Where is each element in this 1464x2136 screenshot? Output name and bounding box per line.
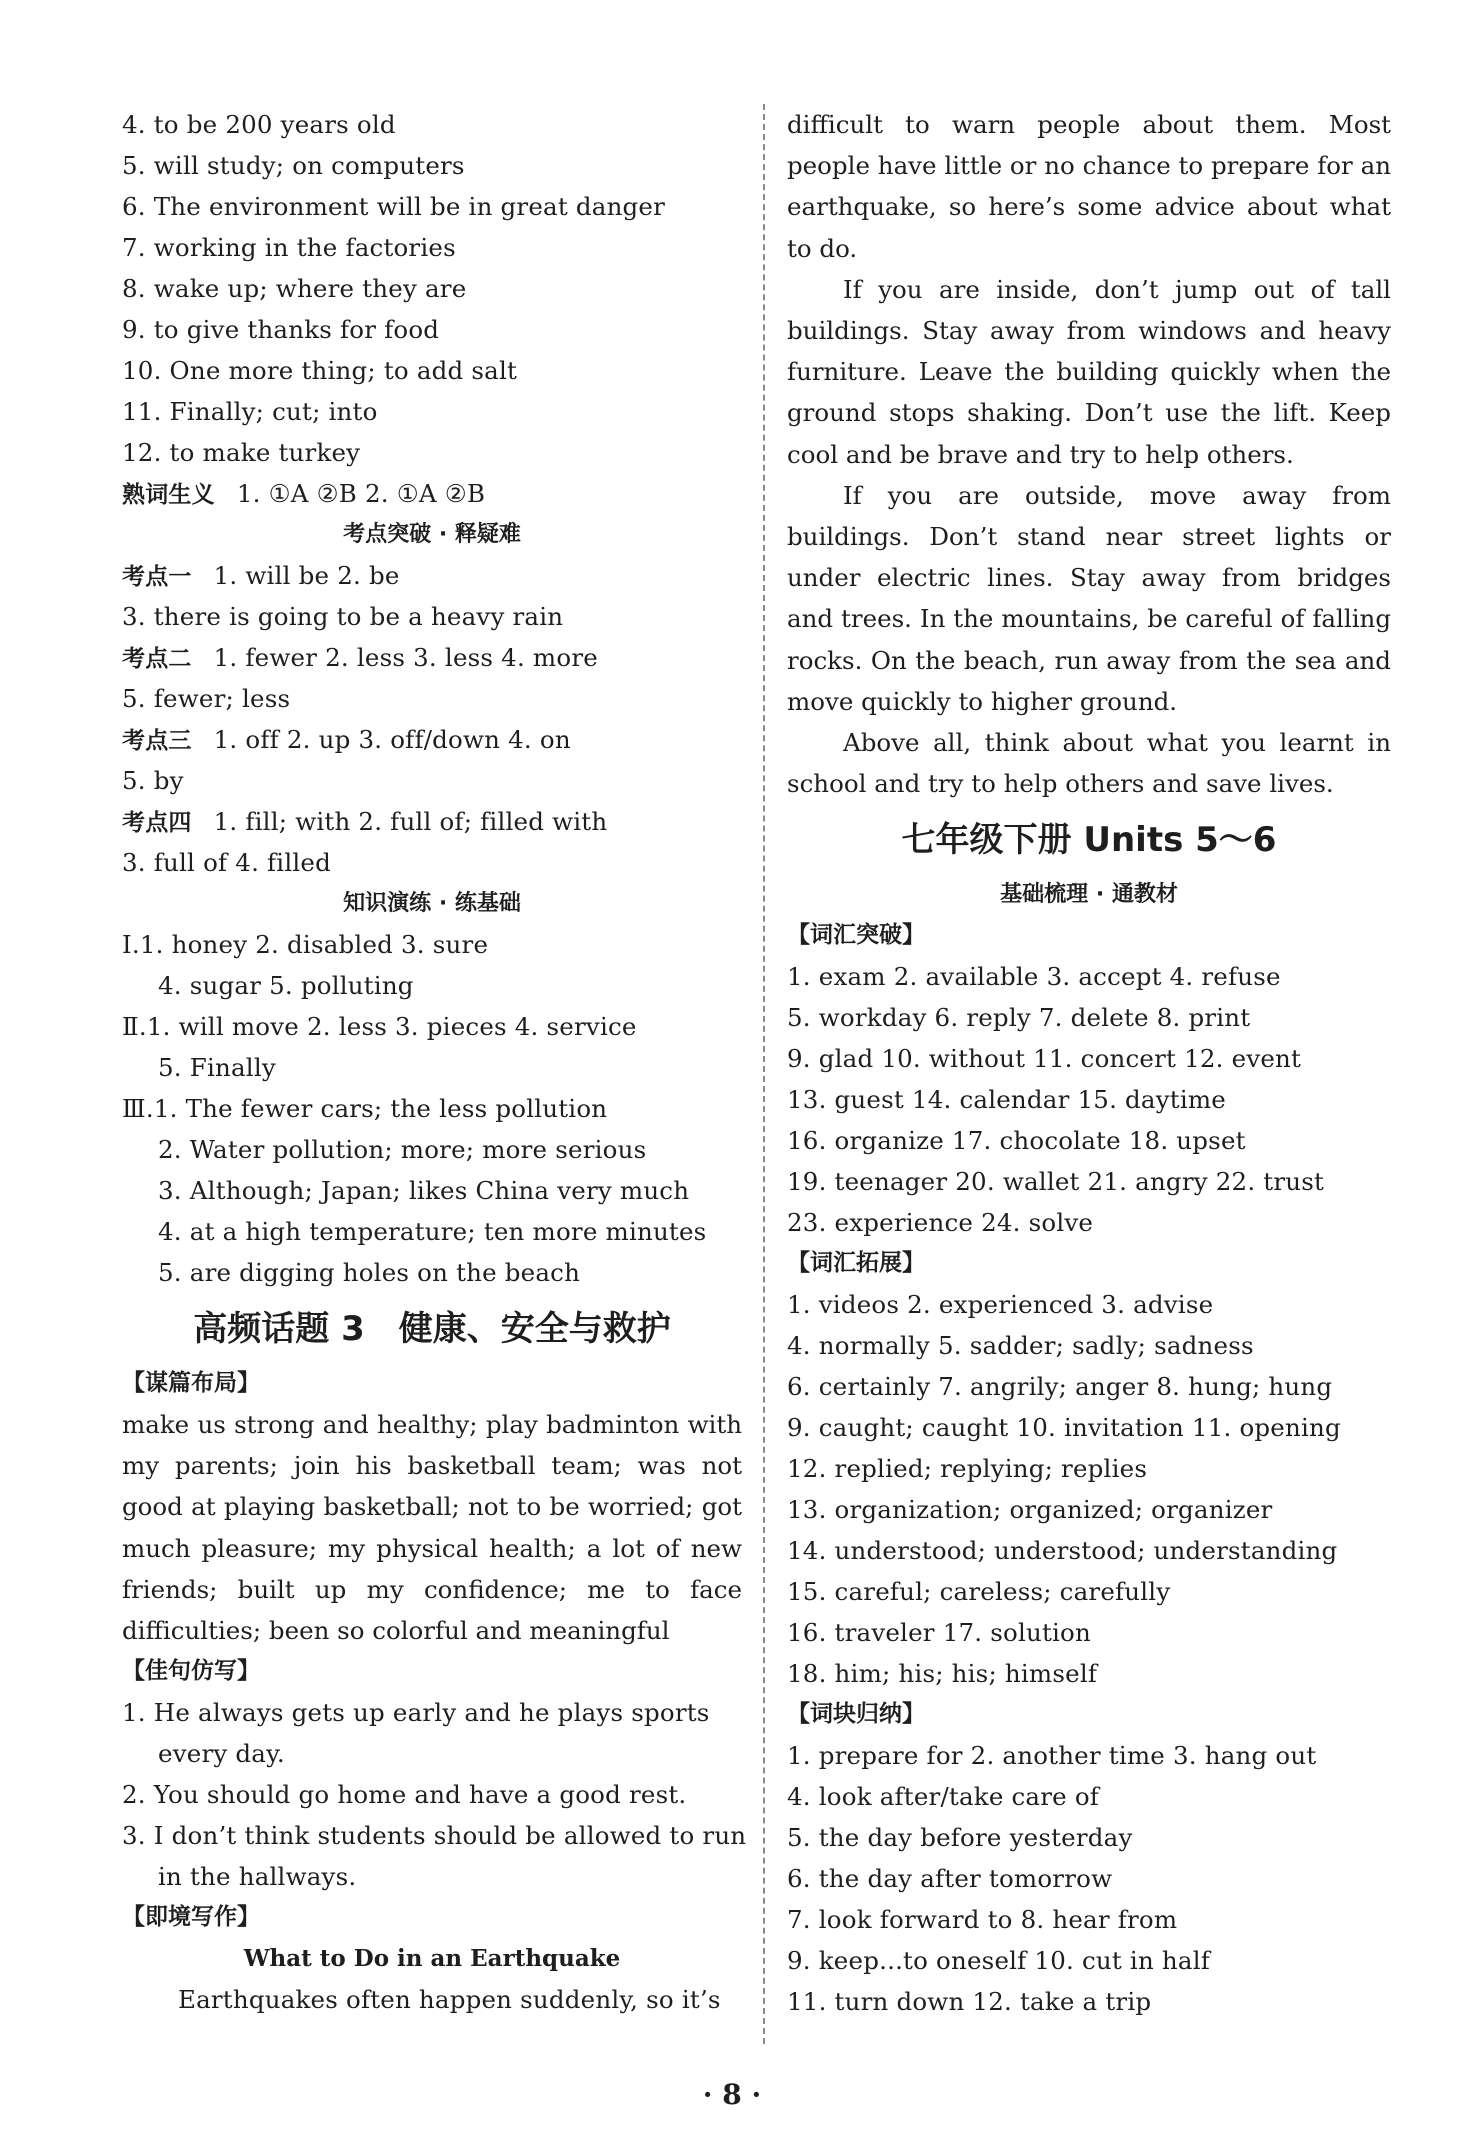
kaodian-1-label: 考点一 — [122, 564, 192, 590]
cikuai-line: 6. the day after tomorrow — [787, 1864, 1113, 1894]
cihui-line: 16. organize 17. chocolate 18. upset — [787, 1126, 1246, 1156]
kaodian-1-text: 1. will be 2. be — [213, 561, 400, 590]
tuozhan-line: 15. careful; careless; carefully — [787, 1577, 1171, 1607]
topic-title: 高频话题 3 健康、安全与救护 — [193, 1309, 671, 1349]
tuozhan-line: 1. videos 2. experienced 3. advise — [787, 1290, 1214, 1320]
cihui-line: 5. workday 6. reply 7. delete 8. print — [787, 1003, 1251, 1033]
answer-line: 11. Finally; cut; into — [122, 397, 378, 426]
answer-line: 9. to give thanks for food — [122, 315, 440, 344]
jiaju-line: 2. You should go home and have a good rest. — [122, 1780, 687, 1810]
essay-paragraph: Above all, think about what you learnt in school and try to help others and save lives. — [787, 728, 1391, 799]
kaodian-4 — [122, 801, 742, 842]
answer-line: 12. to make turkey — [122, 438, 361, 467]
tuozhan-line: 4. normally 5. sadder; sadly; sadness — [787, 1331, 1254, 1361]
essay-paragraph: difficult to warn people about them. Most people have little or no chance to prepare for an earthquake, so here’s some advice about what to do. — [787, 110, 1391, 263]
kaodian-3-label: 考点三 — [122, 728, 192, 754]
kaodian-2-label: 考点二 — [122, 646, 192, 672]
shuci-text: 1. ①A ②B 2. ①A ②B — [236, 479, 486, 508]
exercise-line: Ⅱ.1. will move 2. less 3. pieces 4. service — [122, 1012, 637, 1041]
kaodian-3-cont: 5. by — [122, 766, 184, 795]
jiaju-line: every day. — [158, 1739, 285, 1769]
jijing-label: 【即境写作】 — [122, 1904, 260, 1931]
cihui-line: 13. guest 14. calendar 15. daytime — [787, 1085, 1226, 1115]
cihui-line: 9. glad 10. without 11. concert 12. event — [787, 1044, 1302, 1074]
essay-paragraph: If you are inside, don’t jump out of tall buildings. Stay away from windows and heavy furniture. Leave the building quickly when the ground stops shaking. Don’t use the lift. Keep cool and be brave and try to help others. — [787, 274, 1391, 469]
exercise-line: 2. Water pollution; more; more serious — [158, 1135, 647, 1164]
answer-line: 8. wake up; where they are — [122, 274, 467, 303]
cikuai-line: 4. look after/take care of — [787, 1782, 1100, 1812]
page-number: · 8 · — [702, 2078, 762, 2111]
cihui-label: 【词汇突破】 — [787, 922, 925, 949]
tuozhan-line: 16. traveler 17. solution — [787, 1618, 1091, 1648]
left-column — [122, 104, 747, 2020]
kaodian-4-text: 1. fill; with 2. full of; filled with — [213, 807, 608, 836]
cikuai-line: 5. the day before yesterday — [787, 1823, 1133, 1853]
jiaju-line: in the hallways. — [158, 1862, 357, 1892]
kaodian-3-text: 1. off 2. up 3. off/down 4. on — [213, 725, 571, 754]
tuozhan-line: 18. him; his; his; himself — [787, 1659, 1098, 1689]
tuozhan-line: 14. understood; understood; understanding — [787, 1536, 1338, 1566]
shuci-row — [122, 473, 742, 514]
exercise-line: Ⅲ.1. The fewer cars; the less pollution — [122, 1094, 608, 1123]
jichu-heading: 基础梳理 · 通教材 — [1000, 882, 1178, 908]
kaodian-1 — [122, 555, 742, 596]
moupian-text: make us strong and healthy; play badminton with my parents; join his basketball team; was not good at playing basketball; not to be worried; got much pleasure; my physical health; a lot of new friends; built up my confidence; me to face difficulties; been so colorful and meaningful — [122, 1410, 742, 1646]
exercise-line: Ⅰ.1. honey 2. disabled 3. sure — [122, 930, 489, 959]
unit-title: 七年级下册 Units 5～6 — [901, 820, 1277, 861]
exercise-line: 5. are digging holes on the beach — [158, 1258, 581, 1287]
essay-start: Earthquakes often happen suddenly, so it’s — [178, 1985, 721, 2015]
kaodian-2 — [122, 637, 742, 678]
column-divider — [763, 104, 765, 2044]
essay-paragraph: If you are outside, move away from buildings. Don’t stand near street lights or under electric lines. Stay away from bridges and trees. In the mountains, be careful of falling rocks. On the beach, run away from the sea and move quickly to higher ground. — [787, 480, 1391, 716]
kaodian-4-cont: 3. full of 4. filled — [122, 848, 331, 877]
jiaju-line: 1. He always gets up early and he plays sports — [122, 1698, 710, 1728]
cikuai-line: 7. look forward to 8. hear from — [787, 1905, 1178, 1935]
right-column — [787, 104, 1391, 2022]
exercise-line: 4. sugar 5. polluting — [158, 971, 414, 1000]
answer-line: 7. working in the factories — [122, 233, 456, 262]
zhishi-heading: 知识演练 · 练基础 — [343, 891, 521, 916]
kaodian-4-label: 考点四 — [122, 810, 192, 836]
jiaju-line: 3. I don’t think students should be allowed to run — [122, 1821, 747, 1851]
answer-line: 5. will study; on computers — [122, 151, 465, 180]
kaodian-1-cont: 3. there is going to be a heavy rain — [122, 602, 564, 631]
tuozhan-line: 6. certainly 7. angrily; anger 8. hung; hung — [787, 1372, 1333, 1402]
answer-line: 4. to be 200 years old — [122, 110, 396, 139]
shuci-label: 熟词生义 — [122, 482, 215, 508]
cikuai-line: 11. turn down 12. take a trip — [787, 1987, 1152, 2017]
essay-title: What to Do in an Earthquake — [243, 1945, 621, 1973]
tuozhan-line: 13. organization; organized; organizer — [787, 1495, 1273, 1525]
cihui-line: 1. exam 2. available 3. accept 4. refuse — [787, 962, 1281, 992]
kaodian-2-text: 1. fewer 2. less 3. less 4. more — [213, 643, 598, 672]
answer-line: 6. The environment will be in great danger — [122, 192, 666, 221]
cikuai-line: 1. prepare for 2. another time 3. hang out — [787, 1741, 1317, 1771]
cikuai-label: 【词块归纳】 — [787, 1701, 925, 1728]
tuozhan-line: 12. replied; replying; replies — [787, 1454, 1148, 1484]
kaodian-heading: 考点突破 · 释疑难 — [343, 522, 521, 547]
answer-line: 10. One more thing; to add salt — [122, 356, 518, 385]
cihui-line: 19. teenager 20. wallet 21. angry 22. trust — [787, 1167, 1325, 1197]
tuozhan-label: 【词汇拓展】 — [787, 1250, 925, 1277]
kaodian-2-cont: 5. fewer; less — [122, 684, 291, 713]
exercise-line: 4. at a high temperature; ten more minutes — [158, 1217, 707, 1246]
exercise-line: 5. Finally — [158, 1053, 276, 1082]
cikuai-line: 9. keep...to oneself 10. cut in half — [787, 1946, 1211, 1976]
cihui-line: 23. experience 24. solve — [787, 1208, 1094, 1238]
moupian-label: 【谋篇布局】 — [122, 1370, 260, 1396]
exercise-line: 3. Although; Japan; likes China very much — [158, 1176, 690, 1205]
tuozhan-line: 9. caught; caught 10. invitation 11. opening — [787, 1413, 1341, 1443]
jiaju-label: 【佳句仿写】 — [122, 1658, 260, 1685]
kaodian-3 — [122, 719, 742, 760]
